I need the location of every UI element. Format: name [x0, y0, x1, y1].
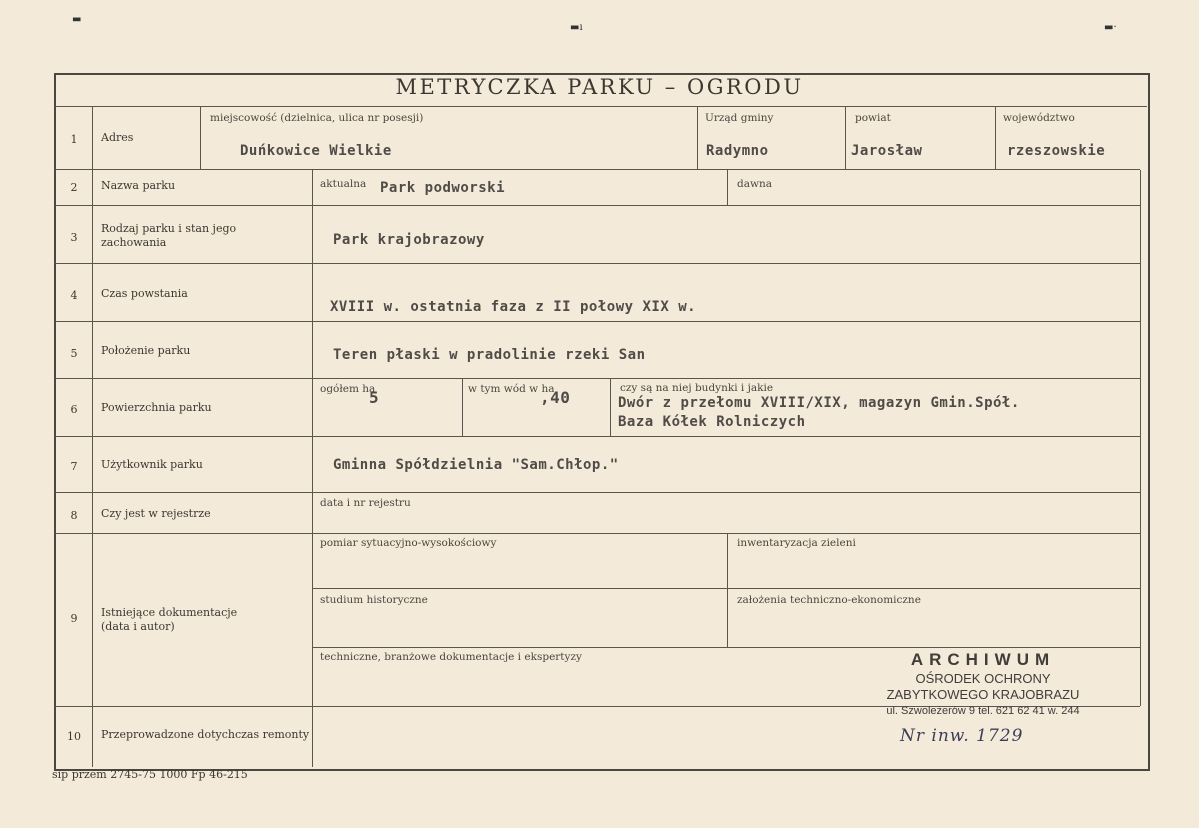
- sub-label-gmina: Urząd gminy: [705, 112, 774, 124]
- value-locality: Duńkowice Wielkie: [240, 143, 392, 159]
- scan-mark: ▬: [72, 14, 82, 25]
- row-label-renovations: Przeprowadzone dotychczas remonty: [101, 728, 310, 741]
- sub-label-powiat: powiat: [855, 112, 891, 124]
- row-label-user: Użytkownik parku: [101, 458, 203, 471]
- col-divider: [995, 107, 996, 169]
- sub-label-survey: pomiar sytuacyjno-wysokościowy: [320, 537, 497, 549]
- handwritten-inventory-number: Nr inw. 1729: [900, 726, 1024, 746]
- row-number: 5: [70, 347, 78, 360]
- row-divider: [55, 169, 1140, 170]
- sub-label-buildings: czy są na niej budynki i jakie: [620, 382, 774, 394]
- col-divider: [727, 534, 728, 647]
- row-number: 9: [70, 612, 78, 625]
- stamp-line: ZABYTKOWEGO KRAJOBRAZU: [886, 687, 1080, 702]
- row-number: 7: [70, 460, 78, 473]
- row-number: 10: [67, 730, 81, 743]
- row-divider: [55, 263, 1140, 264]
- value-total-ha: 5: [369, 388, 380, 407]
- sub-label-historical-study: studium historyczne: [320, 594, 428, 606]
- sub-label-total-ha: ogółem ha: [320, 383, 376, 395]
- value-creation-time: XVIII w. ostatnia faza z II połowy XIX w.: [330, 299, 697, 315]
- form-title: METRYCZKA PARKU – OGRODU: [395, 75, 804, 99]
- row-divider: [55, 533, 1140, 534]
- col-divider: [610, 379, 611, 436]
- col-divider: [1140, 170, 1141, 706]
- row-label-documentation: [101, 606, 237, 634]
- archive-stamp: [868, 650, 1098, 717]
- stamp-line: ul. Szwoleżerów 9 tel. 621 62 41 w. 244: [886, 705, 1080, 717]
- row-divider: [55, 106, 1147, 107]
- col-divider: [200, 107, 201, 169]
- sub-label-locality: miejscowość (dzielnica, ulica nr posesji): [210, 112, 424, 124]
- sub-label-current: aktualna: [320, 178, 367, 190]
- col-divider: [845, 107, 846, 169]
- col-divider: [697, 107, 698, 169]
- cell-divider: [312, 647, 1140, 648]
- row-label-location: Położenie parku: [101, 344, 191, 357]
- value-location: Teren płaski w pradolinie rzeki San: [333, 347, 646, 363]
- sub-label-technical-docs: techniczne, branżowe dokumentacje i ekspertyzy: [320, 651, 582, 663]
- sub-label-tech-econ: założenia techniczno-ekonomiczne: [737, 594, 921, 606]
- sub-label-register-date: data i nr rejestru: [320, 497, 411, 509]
- value-buildings-line2: Baza Kółek Rolniczych: [618, 414, 806, 430]
- label-line: Istniejące dokumentacje: [101, 606, 238, 619]
- row-divider: [55, 321, 1140, 322]
- label-line: (data i autor): [101, 620, 175, 633]
- row-number: 3: [70, 231, 78, 244]
- row-label-park-name: Nazwa parku: [101, 179, 176, 192]
- row-divider: [55, 205, 1140, 206]
- row-label-type: [101, 222, 236, 250]
- scan-mark: ▬ı: [570, 22, 583, 33]
- row-number: 8: [70, 509, 78, 522]
- print-footer: sip przem 2745-75 1000 Fp 46-215: [52, 768, 248, 781]
- sub-label-water-ha: w tym wód w ha: [468, 383, 555, 395]
- cell-divider: [312, 588, 1140, 589]
- row-divider: [55, 492, 1140, 493]
- value-powiat: Jarosław: [851, 143, 923, 159]
- col-divider: [312, 170, 313, 767]
- value-gmina: Radymno: [706, 143, 769, 159]
- value-park-type: Park krajobrazowy: [333, 232, 485, 248]
- value-wojewodztwo: rzeszowskie: [1007, 143, 1106, 159]
- value-current-name: Park podworski: [380, 180, 506, 196]
- sub-label-inventory: inwentaryzacja zieleni: [737, 537, 856, 549]
- value-user: Gminna Spółdzielnia "Sam.Chłop.": [333, 457, 619, 473]
- col-divider: [727, 170, 728, 205]
- row-number: 2: [70, 181, 78, 194]
- row-divider: [55, 436, 1140, 437]
- row-divider: [55, 378, 1140, 379]
- value-water-ha: ,40: [540, 388, 571, 407]
- row-number: 4: [70, 289, 78, 302]
- row-label-register: Czy jest w rejestrze: [101, 507, 211, 520]
- sub-label-former: dawna: [737, 178, 772, 190]
- col-divider: [92, 107, 93, 767]
- value-buildings-line1: Dwór z przełomu XVIII/XIX, magazyn Gmin.Spół.: [618, 395, 1020, 411]
- label-line: Rodzaj parku i stan jego: [101, 222, 237, 235]
- row-number: 1: [70, 133, 78, 146]
- row-label-creation-time: Czas powstania: [101, 287, 188, 300]
- sub-label-wojewodztwo: województwo: [1003, 112, 1075, 124]
- stamp-line: OŚRODEK OCHRONY: [915, 671, 1051, 686]
- row-number: 6: [70, 403, 78, 416]
- label-line: zachowania: [101, 236, 167, 249]
- stamp-line: ARCHIWUM: [910, 650, 1056, 669]
- scan-mark: ▬·: [1104, 22, 1117, 33]
- col-divider: [462, 379, 463, 436]
- row-label-address: Adres: [101, 131, 134, 144]
- row-label-area: Powierzchnia parku: [101, 401, 212, 414]
